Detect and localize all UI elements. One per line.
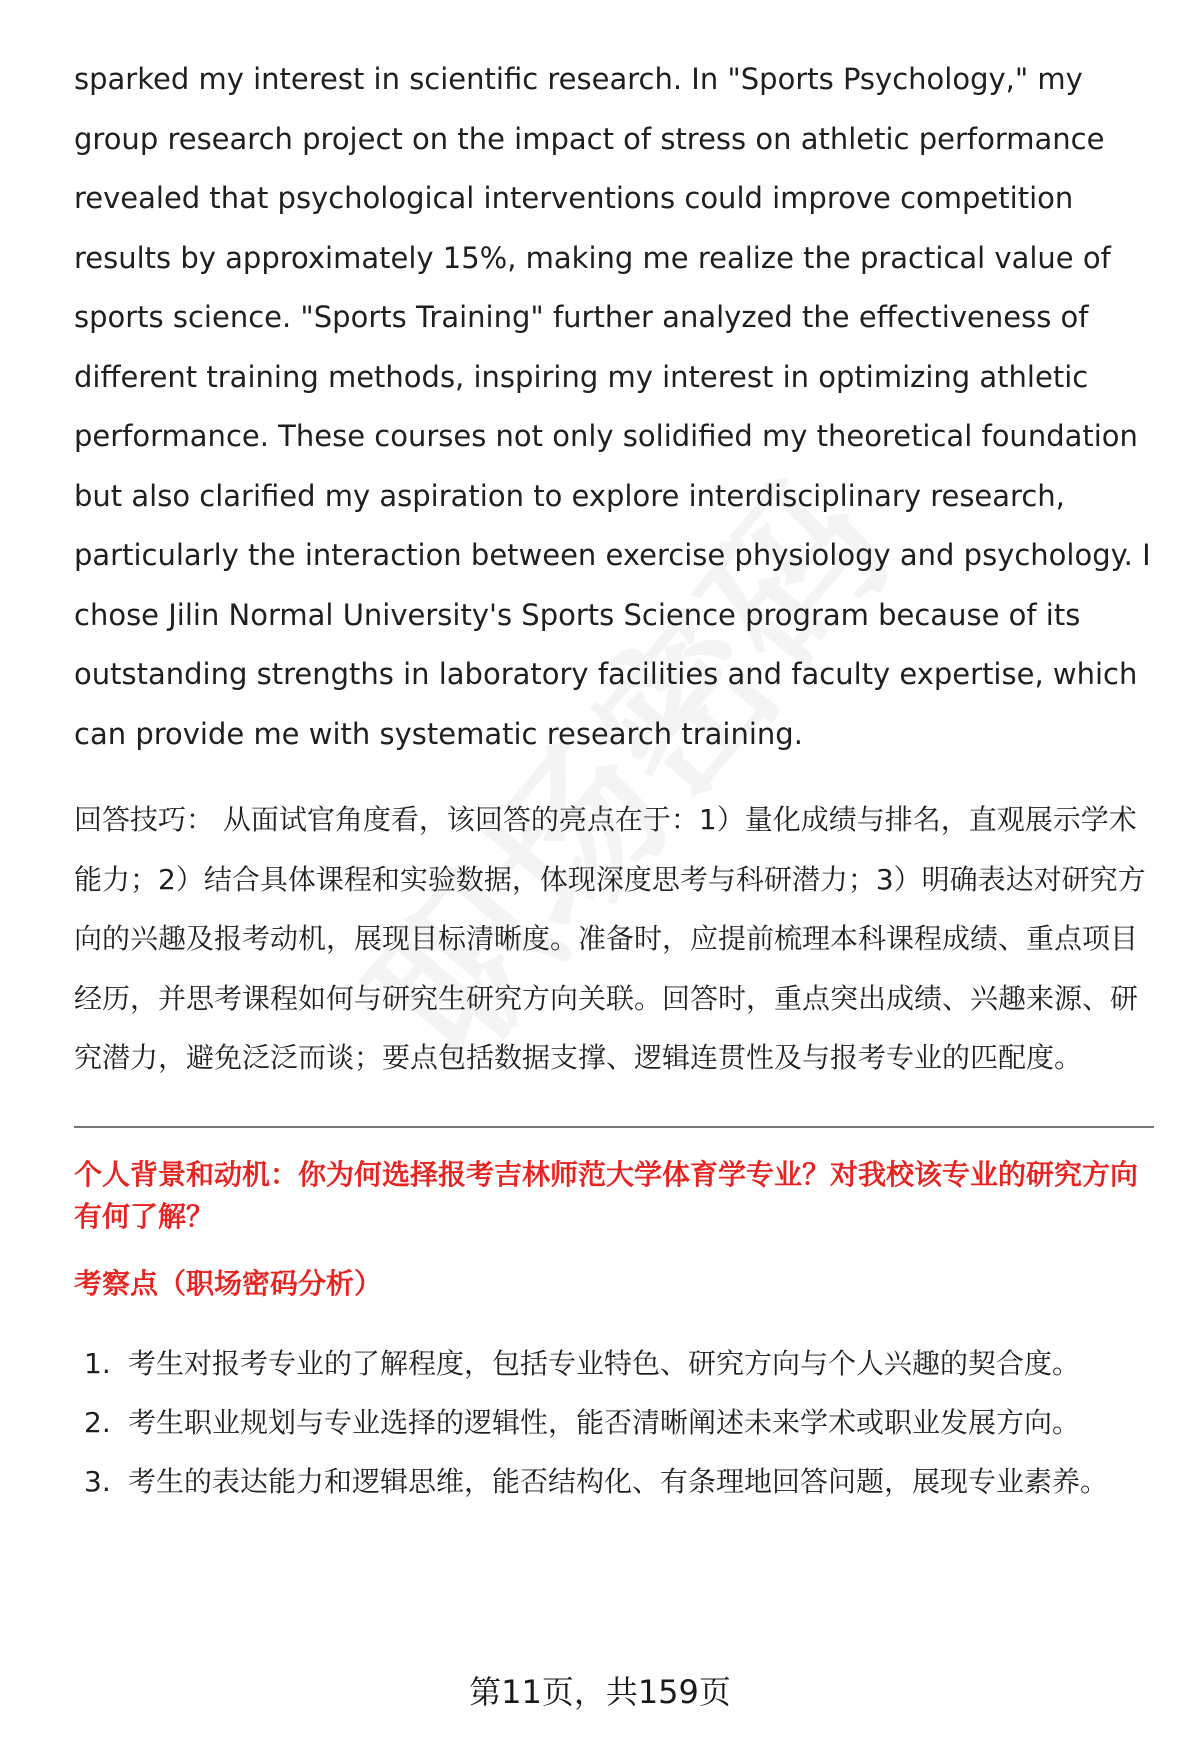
section-heading: 考察点（职场密码分析） bbox=[74, 1266, 383, 1300]
list-item-text: 考生职业规划与专业选择的逻辑性，能否清晰阐述未来学术或职业发展方向。 bbox=[128, 1405, 1081, 1439]
list-item bbox=[74, 1452, 1154, 1511]
list-item-number: 1. bbox=[84, 1346, 111, 1380]
section-divider bbox=[74, 1126, 1154, 1128]
list-item bbox=[74, 1393, 1154, 1452]
list-item-text: 考生的表达能力和逻辑思维，能否结构化、有条理地回答问题，展现专业素养。 bbox=[128, 1464, 1109, 1498]
page-number-footer: 第11页，共159页 bbox=[469, 1673, 731, 1711]
document-page bbox=[74, 50, 1154, 1511]
list-item-text: 考生对报考专业的了解程度，包括专业特色、研究方向与个人兴趣的契合度。 bbox=[128, 1346, 1081, 1380]
question-title: 个人背景和动机：你为何选择报考吉林师范大学体育学专业？对我校该专业的研究方向有何了解？ bbox=[74, 1157, 1139, 1233]
list-item-number: 2. bbox=[84, 1405, 111, 1439]
answer-paragraph: sparked my interest in scientific research. In "Sports Psychology," my group research project on the impact of stress on athletic performance revealed that psychological interventions could improve competition results by approximately 15%, making me realize the practical value of sports science. "Sports Training" further analyzed the effectiveness of different training methods, inspiring my interest in optimizing athletic performance. These courses not only solidified my theoretical foundation but also clarified my aspiration to explore interdisciplinary research, particularly the interaction between exercise physiology and psychology. I chose Jilin Normal University's Sports Science program because of its outstanding strengths in laboratory facilities and faculty expertise, which can provide me with systematic research training. bbox=[74, 62, 1151, 751]
list-item-number: 3. bbox=[84, 1464, 111, 1498]
tips-paragraph: 回答技巧： 从面试官角度看，该回答的亮点在于：1）量化成绩与排名，直观展示学术能力；2）结合具体课程和实验数据，体现深度思考与科研潜力；3）明确表达对研究方向的兴趣及报考动机，展现目标清晰度。准备时，应提前梳理本科课程成绩、重点项目经历，并思考课程如何与研究生研究方向关联。回答时，重点突出成绩、兴趣来源、研究潜力，避免泛泛而谈；要点包括数据支撑、逻辑连贯性及与报考专业的匹配度。 bbox=[74, 803, 1146, 1074]
assessment-points-list bbox=[74, 1334, 1154, 1511]
list-item bbox=[74, 1334, 1154, 1393]
